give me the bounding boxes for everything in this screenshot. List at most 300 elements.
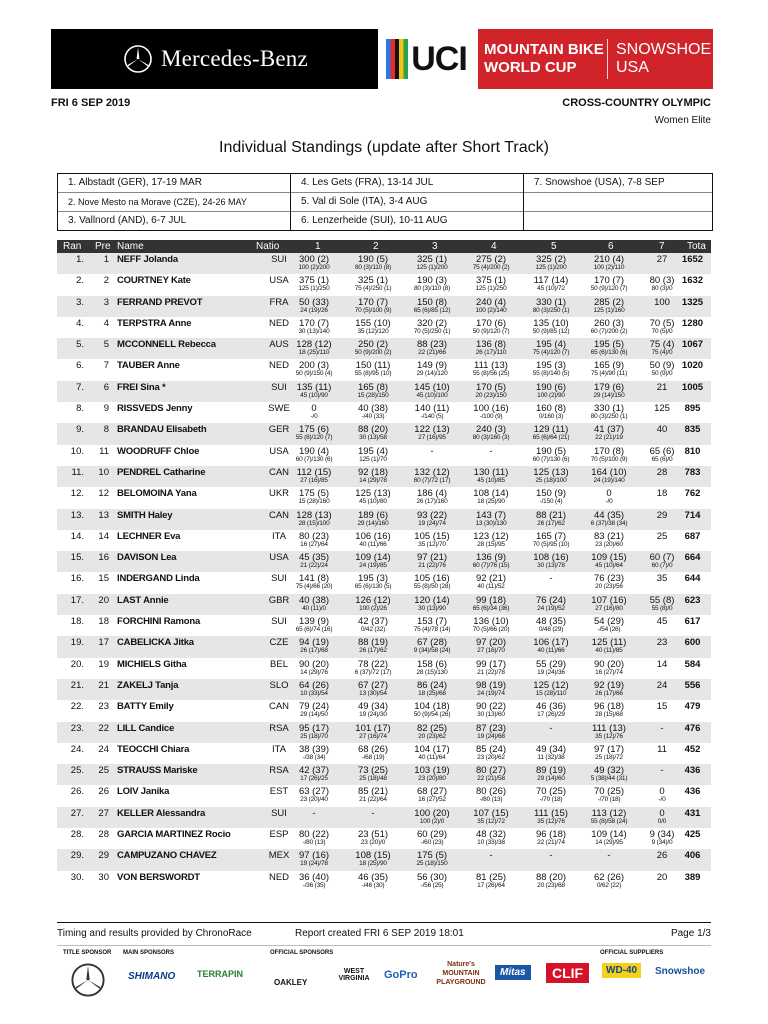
mountain-playground-logo: Nature's MOUNTAIN PLAYGROUND — [436, 961, 486, 986]
round-6-detail: 35 (12)/76 — [595, 732, 623, 740]
round-6-detail: 27 (16)/80 — [595, 604, 623, 612]
previous-rank-cell: 17 — [98, 637, 109, 649]
round-5-detail: 55 (8)/140 (5) — [532, 370, 570, 378]
round-2-points: 125 (13) — [355, 488, 391, 500]
col-round-4: 4 — [491, 241, 497, 252]
rank-cell: 10. — [70, 445, 84, 457]
round-2-detail: 21 (22)/64 — [359, 796, 387, 804]
round-3-detail: 60 (7)/72 (17) — [413, 476, 451, 484]
round-4-detail: 125 (1)/250 — [475, 285, 507, 293]
round-6-points: 285 (2) — [593, 296, 625, 308]
rank-cell: 5. — [76, 339, 84, 351]
previous-rank-cell: 6 — [103, 381, 109, 393]
previous-rank-cell: 25 — [98, 765, 109, 777]
rank-cell: 30. — [70, 871, 84, 883]
round-6-detail: 24 (19)/140 — [593, 476, 625, 484]
round-3-detail: 29 (14)/120 — [416, 370, 448, 378]
round-3-detail: -/60 (23) — [420, 839, 444, 847]
round-7-points: 29 — [656, 509, 668, 521]
nation-cell: SUI — [271, 254, 287, 265]
nation-cell: USA — [269, 445, 289, 457]
round-5-points: 96 (18) — [535, 829, 567, 841]
round-4-detail: 20 (23)/150 — [475, 391, 507, 399]
round-3-detail: 50 (9)/54 (26) — [413, 711, 451, 719]
nation-cell: RSA — [269, 722, 289, 734]
nation-cell: USA — [269, 275, 289, 287]
round-7-detail: 50 (9)/0 — [651, 370, 673, 378]
table-row — [57, 296, 711, 317]
rider-name-cell: TAUBER Anne — [117, 360, 180, 372]
rank-cell: 11. — [71, 466, 84, 478]
round-6-points: 41 (37) — [593, 424, 625, 436]
round-6-points: 170 (7) — [593, 275, 625, 287]
round-4-points: 240 (3) — [475, 424, 507, 436]
round-1-points: 42 (37) — [298, 765, 330, 777]
round-5-points: 160 (8) — [535, 403, 567, 415]
total-points-cell: 476 — [684, 722, 701, 734]
round-3-points: 104 (17) — [414, 743, 450, 755]
round-4-points: 143 (7) — [475, 509, 507, 521]
round-2-points: 195 (4) — [357, 445, 389, 457]
rider-name-cell: LOIV Janika — [117, 786, 170, 798]
report-created: Report created FRI 6 SEP 2019 18:01 — [295, 928, 464, 939]
round-6-points: 113 (12) — [591, 807, 627, 819]
footer-divider — [57, 922, 711, 923]
round-3-points: 186 (4) — [416, 488, 448, 500]
round-7-points: 11 — [657, 743, 667, 755]
previous-rank-cell: 16 — [98, 552, 109, 564]
round-4-points: 111 (13) — [474, 360, 508, 372]
round-5-detail: 22 (21)/74 — [537, 839, 565, 847]
previous-rank-cell: 7 — [103, 360, 109, 372]
nation-cell: UKR — [268, 488, 290, 500]
round-7-points: 100 — [654, 296, 670, 308]
rider-name-cell: SMITH Haley — [117, 509, 173, 521]
previous-rank-cell: 1 — [103, 254, 109, 265]
round-1-points: 94 (19) — [298, 637, 330, 649]
round-6-detail: 28 (15)/68 — [595, 711, 623, 719]
round-4-detail: 28 (15)/95 — [477, 540, 505, 548]
table-row — [57, 338, 711, 359]
nation-cell: CAN — [268, 466, 290, 478]
terrapin-logo: TERRAPIN — [197, 969, 244, 979]
round-1-detail: 27 (16)/85 — [300, 476, 328, 484]
category-name: Women Elite — [654, 115, 711, 126]
round-2-detail: -/46 (30) — [361, 881, 385, 889]
oakley-logo: OAKLEY — [274, 978, 308, 987]
round-7-points: 26 — [656, 850, 668, 862]
rank-cell: 25. — [70, 765, 84, 777]
series-line-2: WORLD CUP — [484, 59, 577, 76]
round-5-detail: 75 (4)/120 (7) — [532, 349, 570, 357]
round-4-detail: 65 (6)/34 (36) — [472, 604, 510, 612]
round-4-points: 97 (20) — [475, 637, 507, 649]
col-nation: Natio — [256, 241, 280, 252]
rank-cell: 1. — [76, 254, 84, 265]
rank-cell: 6. — [76, 360, 84, 372]
round-5-points: 108 (16) — [533, 552, 569, 564]
previous-rank-cell: 14 — [98, 530, 109, 542]
round-3-points: 158 (6) — [416, 658, 448, 670]
round-7-points: 27 — [656, 254, 668, 265]
rider-name-cell: COURTNEY Kate — [117, 275, 191, 287]
table-row — [57, 615, 711, 636]
round-3-points: 149 (9) — [416, 360, 448, 372]
table-row — [57, 487, 711, 508]
round-3-points: 140 (11) — [414, 403, 450, 415]
round-5-detail: 20 (23)/68 — [537, 881, 565, 889]
round-2-points: 155 (10) — [355, 317, 391, 329]
round-1-points: 190 (4) — [298, 445, 330, 457]
round-6-detail: 55 (8)/58 (24) — [590, 817, 628, 825]
round-5-points: 330 (1) — [535, 296, 567, 308]
rider-name-cell: RISSVEDS Jenny — [117, 403, 193, 415]
total-points-cell: 1005 — [681, 381, 704, 393]
round-5-detail: 29 (14)/60 — [537, 775, 565, 783]
round-7-points: 14 — [656, 658, 668, 670]
nation-cell: NED — [268, 360, 290, 372]
round-7-points: 55 (8) — [649, 594, 675, 606]
previous-rank-cell: 21 — [98, 679, 109, 691]
previous-rank-cell: 30 — [98, 871, 109, 883]
round-7-points: 50 (9) — [649, 360, 675, 372]
round-4-points: 136 (8) — [475, 339, 507, 351]
nation-cell: RSA — [269, 765, 289, 777]
round-2-detail: 0/42 (32) — [360, 626, 386, 634]
round-7-detail: -/0 — [658, 796, 666, 804]
round-empty — [524, 193, 712, 212]
round-2-detail: 70 (5)/100 (9) — [354, 306, 392, 314]
nation-cell: CAN — [268, 509, 290, 521]
table-row — [57, 572, 711, 593]
total-points-cell: 1325 — [681, 296, 704, 308]
round-1-detail: 50 (9)/150 (4) — [295, 370, 333, 378]
col-round-5: 5 — [551, 241, 557, 252]
round-5-detail: 0/160 (3) — [538, 413, 564, 421]
round-3-points: 190 (3) — [416, 275, 448, 287]
header-banner — [51, 29, 713, 89]
standings-table-header — [57, 240, 711, 253]
round-2-points: 23 (51) — [357, 829, 389, 841]
round-1-detail: 100 (2)/200 — [298, 264, 330, 271]
round-2-detail: 65 (6)/130 (5) — [354, 583, 392, 591]
round-1-detail: 40 (11)/0 — [302, 604, 326, 612]
round-2-points: 88 (20) — [357, 424, 389, 436]
col-round-1: 1 — [315, 241, 321, 252]
round-1-points: 45 (35) — [298, 552, 330, 564]
round-2-detail: 6 (37)/72 (17) — [354, 668, 392, 676]
round-5-points: 76 (24) — [535, 594, 567, 606]
round-6-detail: 23 (20)/60 — [595, 540, 623, 548]
col-name: Name — [117, 241, 144, 252]
round-2-points: 170 (7) — [357, 296, 389, 308]
table-row — [57, 359, 711, 380]
round-7-points: 125 — [654, 403, 670, 415]
round-6: 6. Lenzerheide (SUI), 10-11 AUG — [301, 215, 448, 226]
table-row — [57, 849, 711, 870]
round-2-detail: 75 (4)/250 (1) — [354, 285, 392, 293]
round-6-points: 62 (26) — [593, 871, 625, 883]
col-round-6: 6 — [608, 241, 614, 252]
nation-cell: SUI — [271, 381, 287, 393]
nation-cell: AUS — [269, 339, 289, 351]
official-sponsors-label: OFFICIAL SPONSORS — [270, 950, 334, 956]
round-3-detail: 75 (4)/78 (14) — [413, 626, 451, 634]
nation-cell: ITA — [271, 530, 287, 542]
rank-cell: 7. — [76, 381, 84, 393]
round-4-detail: 80 (3)/160 (3) — [472, 434, 510, 442]
round-3-points: 145 (10) — [414, 381, 450, 393]
nation-cell: SWE — [268, 403, 290, 415]
round-5-detail: 125 (1)/200 — [535, 264, 567, 271]
round-4-detail: 13 (30)/130 — [475, 519, 507, 527]
round-6-detail: -/54 (26) — [597, 626, 621, 634]
table-row — [57, 785, 711, 806]
round-2-points: 73 (25) — [357, 765, 389, 777]
previous-rank-cell: 27 — [98, 807, 109, 819]
round-1-detail: 16 (27)/64 — [300, 540, 328, 548]
round-5-points: 135 (10) — [533, 317, 569, 329]
round-3-points: 105 (16) — [414, 573, 450, 585]
total-points-cell: 600 — [684, 637, 701, 649]
round-3-points: 82 (25) — [416, 722, 448, 734]
round-1-points: 90 (20) — [298, 658, 330, 670]
round-1-points: 175 (5) — [298, 488, 330, 500]
round-5-points: 325 (2) — [535, 254, 567, 265]
nation-cell: EST — [269, 786, 289, 798]
nation-cell: CAN — [268, 701, 290, 713]
round-2-points: 108 (15) — [355, 850, 391, 862]
round-5-detail: 24 (19)/52 — [537, 604, 565, 612]
round-6-detail: 125 (1)/160 — [593, 306, 625, 314]
round-1-points: 80 (22) — [298, 829, 330, 841]
round-5-detail: 70 (5)/95 (10) — [532, 540, 570, 548]
round-4: 4. Les Gets (FRA), 13-14 JUL — [291, 174, 523, 193]
round-3-detail: 40 (11)/64 — [418, 753, 446, 761]
round-1-points: 95 (17) — [298, 722, 330, 734]
round-7-points: 23 — [656, 637, 668, 649]
round-6-detail: -/70 (18) — [597, 796, 621, 804]
round-5-points: 195 (3) — [535, 360, 567, 372]
col-round-3: 3 — [432, 241, 438, 252]
round-3-points: 104 (18) — [414, 701, 450, 713]
round-2-points: 78 (22) — [357, 658, 389, 670]
total-points-cell: 389 — [684, 871, 701, 883]
round-4-detail: 27 (16)/70 — [477, 647, 505, 655]
round-4-points: 108 (14) — [473, 488, 509, 500]
round-5-points: 129 (11) — [533, 424, 569, 436]
round-6-detail: 80 (3)/250 (1) — [590, 413, 628, 421]
round-3-detail: 125 (1)/200 — [416, 264, 448, 271]
round-6-detail: 14 (29)/95 — [595, 839, 623, 847]
round-3-detail: 22 (21)/66 — [418, 349, 446, 357]
round-2-detail: 19 (24)/30 — [359, 711, 387, 719]
previous-rank-cell: 15 — [98, 573, 109, 585]
round-1-detail: -/36 (35) — [302, 881, 326, 889]
round-3-points: 150 (8) — [416, 296, 448, 308]
round-5-points: - — [549, 722, 553, 734]
round-5-points: 55 (29) — [535, 658, 567, 670]
nation-cell: GBR — [268, 594, 290, 606]
round-6-points: 107 (16) — [591, 594, 627, 606]
series-line-1: MOUNTAIN BIKE — [484, 41, 604, 58]
rank-cell: 20. — [70, 658, 84, 670]
round-5-points: 125 (13) — [533, 466, 569, 478]
nation-cell: MEX — [268, 850, 290, 862]
uci-rainbow-stripes — [386, 39, 408, 79]
round-5-points: - — [549, 573, 553, 585]
round-7-points: 15 — [656, 701, 668, 713]
previous-rank-cell: 23 — [98, 701, 109, 713]
title-sponsor-label: TITLE SPONSOR — [63, 950, 112, 956]
round-5-points: 46 (36) — [535, 701, 567, 713]
round-4-detail: 21 (22)/78 — [477, 668, 505, 676]
rider-name-cell: BRANDAU Elisabeth — [117, 424, 207, 436]
nation-cell: GER — [268, 424, 290, 436]
total-points-cell: 584 — [684, 658, 701, 670]
round-3-detail: 25 (18)/150 — [416, 860, 448, 868]
round-7-detail: 75 (4)/0 — [651, 349, 673, 357]
round-1-detail: -/0 — [310, 413, 318, 421]
previous-rank-cell: 18 — [98, 616, 109, 628]
table-row — [57, 871, 711, 892]
round-empty — [524, 212, 712, 230]
round-1-detail: 23 (20)/40 — [300, 796, 328, 804]
round-4-points: 130 (11) — [473, 466, 509, 478]
total-points-cell: 452 — [684, 743, 701, 755]
round-6-detail: 29 (14)/150 — [593, 391, 625, 399]
round-3-points: 175 (5) — [416, 850, 448, 862]
table-row — [57, 594, 711, 615]
rank-cell: 24. — [70, 743, 84, 755]
round-3-detail: 65 (6)/85 (12) — [413, 306, 451, 314]
nation-cell: SUI — [271, 807, 287, 819]
round-2-points: 92 (18) — [357, 466, 389, 478]
round-7-points: 75 (4) — [649, 339, 675, 351]
round-7-points: - — [660, 765, 664, 777]
event-name: CROSS-COUNTRY OLYMPIC — [562, 97, 711, 109]
total-points-cell: 810 — [684, 445, 701, 457]
rounds-legend — [57, 173, 713, 231]
round-4-points: 98 (19) — [475, 679, 507, 691]
round-5-points: 70 (25) — [535, 786, 567, 798]
round-2-points: 101 (17) — [355, 722, 391, 734]
round-5-detail: 11 (32)/38 — [537, 753, 565, 761]
round-2-points: 46 (35) — [357, 871, 389, 883]
round-1-points: 141 (8) — [298, 573, 330, 585]
round-7-points: 18 — [656, 488, 668, 500]
round-2-detail: 23 (20)/0 — [360, 839, 386, 847]
round-3-points: 93 (22) — [416, 509, 448, 521]
round-5-points: 165 (7) — [535, 530, 567, 542]
round-4-points: 99 (18) — [475, 594, 507, 606]
round-4-detail: 24 (19)/74 — [477, 689, 505, 697]
round-1-points: 0 — [311, 403, 317, 415]
round-1-detail: 19 (24)/78 — [300, 860, 328, 868]
round-1-detail: 17 (26)/25 — [300, 775, 328, 783]
round-2-points: 67 (27) — [357, 679, 389, 691]
round-1-detail: 26 (17)/68 — [300, 647, 328, 655]
round-6-detail: 22 (21)/19 — [595, 434, 623, 442]
round-5-points: 48 (35) — [535, 616, 567, 628]
round-4-points: 240 (4) — [475, 296, 507, 308]
round-4-points: 80 (27) — [475, 765, 507, 777]
round-3-points: 67 (28) — [416, 637, 448, 649]
round-4-points: 136 (10) — [473, 616, 509, 628]
round-6-points: 0 — [606, 488, 612, 500]
wd40-logo: WD-40 — [602, 963, 641, 978]
round-6-detail: 50 (9)/120 (7) — [590, 285, 628, 293]
table-row — [57, 658, 711, 679]
round-5-points: 106 (17) — [533, 637, 569, 649]
round-7-detail: 9 (34)/0 — [651, 839, 673, 847]
round-5-detail: 25 (18)/100 — [535, 476, 567, 484]
round-1-points: 135 (11) — [296, 381, 332, 393]
round-4-detail: 40 (11)/52 — [477, 583, 505, 591]
round-4-points: 90 (22) — [475, 701, 507, 713]
round-5-detail: 45 (10)/72 — [537, 285, 565, 293]
round-3-points: 132 (12) — [414, 466, 450, 478]
round-2-detail: 45 (10)/80 — [359, 498, 387, 506]
round-5-points: 88 (21) — [535, 509, 567, 521]
round-6-detail: 40 (11)/85 — [595, 647, 623, 655]
round-3-points: 68 (27) — [416, 786, 448, 798]
previous-rank-cell: 20 — [98, 594, 109, 606]
total-points-cell: 1652 — [681, 254, 704, 265]
round-2-detail: 18 (25)/90 — [359, 860, 387, 868]
previous-rank-cell: 26 — [98, 786, 109, 798]
total-points-cell: 1632 — [681, 275, 704, 287]
round-1-detail: 55 (8)/120 (7) — [295, 434, 333, 442]
standings-table-body — [57, 253, 711, 892]
round-5-points: 195 (4) — [535, 339, 567, 351]
rank-cell: 2. — [76, 275, 84, 287]
rank-cell: 12. — [70, 488, 84, 500]
round-6-points: 170 (8) — [593, 445, 625, 457]
round-6-detail: 5 (38)/44 (31) — [590, 775, 628, 783]
round-5-points: 190 (5) — [535, 445, 567, 457]
round-1-points: 97 (16) — [298, 850, 330, 862]
venue-line-1: SNOWSHOE — [616, 41, 712, 58]
round-6-points: 330 (1) — [593, 403, 625, 415]
round-5-points: - — [549, 850, 553, 862]
round-3-detail: -/56 (25) — [420, 881, 444, 889]
round-1-points: 38 (39) — [298, 743, 330, 755]
timing-credit: Timing and results provided by ChronoRace — [57, 928, 252, 939]
shimano-logo: SHIMANO — [128, 971, 176, 982]
rounds-column-2 — [291, 174, 524, 230]
round-5-detail: 0/48 (29) — [538, 626, 564, 634]
round-7: 7. Snowshoe (USA), 7-8 SEP — [524, 174, 712, 193]
round-1-detail: 21 (22)/24 — [300, 562, 328, 570]
round-1-detail: 75 (4)/66 (20) — [295, 583, 333, 591]
page-title: Individual Standings (update after Short Track) — [219, 139, 549, 156]
round-1-detail: -/80 (13) — [302, 839, 326, 847]
round-2-detail: 24 (19)/85 — [359, 562, 387, 570]
round-1-points: 50 (33) — [298, 296, 330, 308]
rank-cell: 9. — [76, 424, 84, 436]
round-4-detail: 70 (5)/66 (20) — [472, 626, 510, 634]
round-4-points: 80 (26) — [475, 786, 507, 798]
brand-name: Mercedes-Benz — [161, 46, 308, 71]
round-2-detail: 14 (29)/78 — [359, 476, 387, 484]
round-1-points: 175 (6) — [298, 424, 330, 436]
round-6-detail: 25 (18)/72 — [595, 753, 623, 761]
round-1-points: 64 (26) — [298, 679, 330, 691]
round-6-detail: 16 (27)/74 — [595, 668, 623, 676]
round-3-points: 122 (13) — [414, 424, 450, 436]
round-3-detail: 23 (20)/80 — [418, 775, 446, 783]
